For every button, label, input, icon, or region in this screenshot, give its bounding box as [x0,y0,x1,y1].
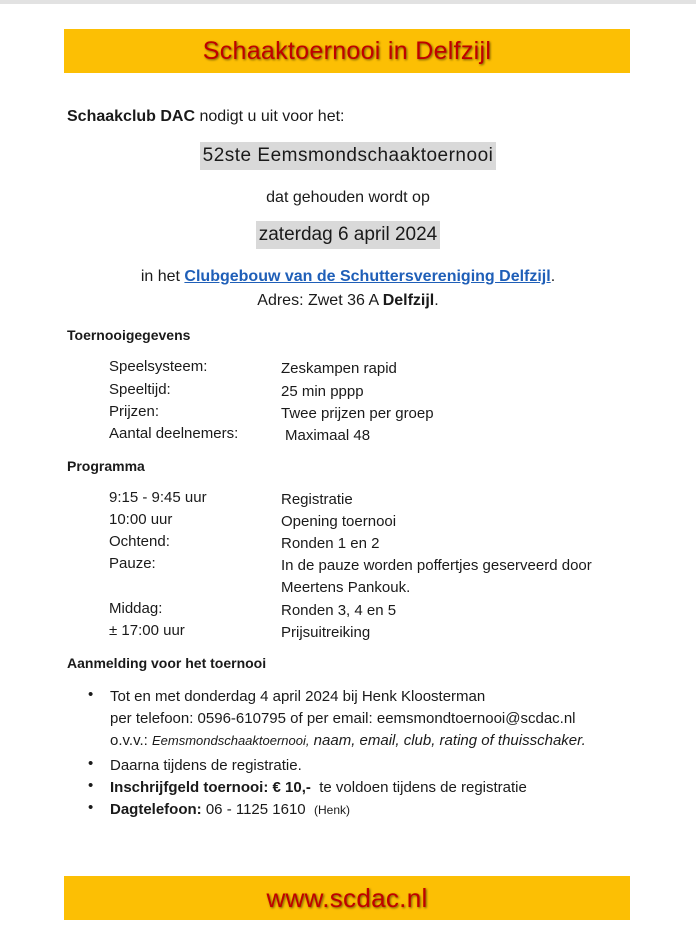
details-value: Zeskampen rapid [281,360,397,377]
program-key: ± 17:00 uur [109,622,185,639]
details-value: 25 min pppp [281,383,364,400]
program-value: Prijsuitreiking [281,624,371,641]
registration-subject [110,730,586,752]
list-item-text: Daarna tijdens de registratie. [110,757,302,774]
address-prefix: Adres: Zwet 36 A [257,292,379,309]
registration-deadline: Tot en met donderdag 4 april 2024 bij Henk Kloosterman [110,688,486,705]
bullet-icon: • [88,686,94,703]
registration-contact: per telefoon: 0596-610795 of per email: eemsmondtoernooi@scdac.nl [110,710,576,727]
tournament-date: zaterdag 6 april 2024 [256,221,441,249]
details-key: Speelsysteem: [109,358,208,375]
program-value-continued: Meertens Pankouk. [281,579,411,596]
location-suffix: . [550,268,556,285]
details-key: Aantal deelnemers: [109,425,239,442]
tournament-date-line [0,224,696,246]
top-border [0,0,696,4]
location-line [0,268,696,286]
entry-fee-note: te voldoen tijdens de registratie [319,779,527,796]
bullet-icon: • [88,799,94,816]
address-line [0,292,696,310]
details-key: Speeltijd: [109,381,171,398]
program-key: Middag: [109,600,163,617]
day-phone-note: (Henk) [314,803,351,817]
program-key: Ochtend: [109,533,170,550]
entry-fee-line [110,777,527,799]
club-name: Schaakclub DAC [67,108,196,125]
program-value: Ronden 1 en 2 [281,535,380,552]
entry-fee-label: Inschrijfgeld toernooi: [110,779,269,796]
program-value: Ronden 3, 4 en 5 [281,602,397,619]
list-item-text [110,686,586,752]
intro-text: nodigt u uit voor het: [199,108,345,125]
address-city: Delfzijl [382,292,435,309]
tournament-name: 52ste Eemsmondschaaktoernooi [200,142,497,170]
footer-banner [64,876,630,920]
address-suffix: . [434,292,439,309]
title-banner [64,29,630,73]
program-key: 10:00 uur [109,511,173,528]
registration-heading: Aanmelding voor het toernooi [67,655,267,671]
program-value: In de pauze worden poffertjes geserveerd door [281,557,592,574]
held-text [0,189,696,207]
details-key: Prijzen: [109,403,160,420]
day-phone-number: 06 - 1125 1610 [205,801,306,818]
program-key: Pauze: [109,555,156,572]
details-value: Maximaal 48 [285,427,371,444]
intro-line [67,108,344,126]
program-key: 9:15 - 9:45 uur [109,489,207,506]
bullet-icon: • [88,755,94,772]
subject-fields: naam, email, club, rating of thuisschaker. [313,732,586,749]
day-phone-line [110,799,350,821]
day-phone-label: Dagtelefoon: [110,801,202,818]
entry-fee-amount: € 10,- [272,779,311,796]
program-heading: Programma [67,458,145,474]
details-value: Twee prijzen per groep [281,405,434,422]
held-text-label: dat gehouden wordt op [266,189,430,206]
bullet-icon: • [88,777,94,794]
program-value: Opening toernooi [281,513,397,530]
program-value: Registratie [281,491,353,508]
subject-prefix: o.v.v.: [110,732,148,749]
page-title: Schaaktoernooi in Delfzijl [202,36,492,65]
location-prefix: in het [140,268,180,285]
website-url[interactable]: www.scdac.nl [266,882,428,913]
tournament-name-line [0,145,696,167]
details-heading: Toernooigegevens [67,327,191,343]
location-link[interactable]: Clubgebouw van de Schuttersvereniging Delfzijl [184,268,551,285]
subject-name: Eemsmondschaaktoernooi, [151,733,310,748]
